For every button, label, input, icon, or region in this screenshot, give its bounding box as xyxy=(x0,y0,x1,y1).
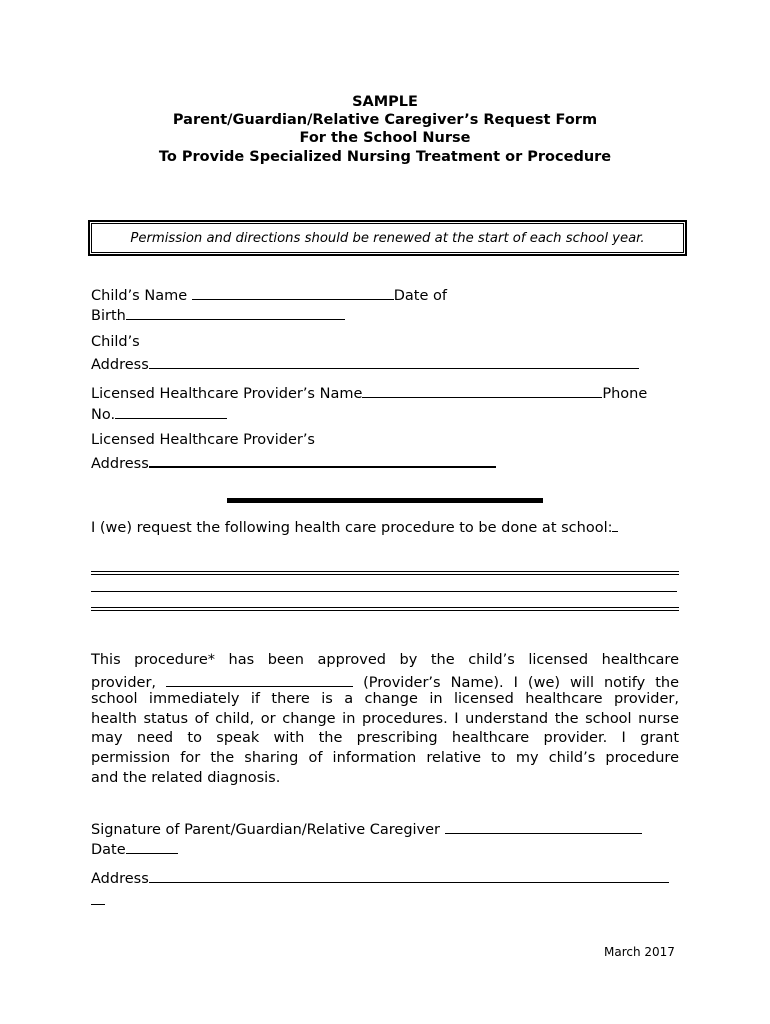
approval-provider-label: provider, xyxy=(91,674,157,691)
signature-date-label: Date xyxy=(91,842,126,858)
child-address-label-row xyxy=(91,333,140,353)
parent-address-label: Address xyxy=(91,871,149,887)
child-address-label: Child’s xyxy=(91,334,140,350)
title-sample: SAMPLE xyxy=(352,94,418,110)
approval-line: permission for the sharing of information relative to my child’s procedure xyxy=(91,749,679,766)
title-for-school-nurse: For the School Nurse xyxy=(299,130,471,147)
renewal-notice-box xyxy=(88,220,687,256)
dob-row xyxy=(91,304,345,327)
section-divider xyxy=(227,498,543,503)
approval-line: school immediately if there is a change in licensed healthcare provider, xyxy=(91,691,679,708)
approval-line: This procedure* has been approved by the child’s licensed healthcare xyxy=(91,652,679,668)
approval-line-provider xyxy=(91,671,679,691)
child-address-row xyxy=(91,353,639,376)
provider-address-label: Licensed Healthcare Provider’s xyxy=(91,432,315,448)
form-title xyxy=(0,93,770,166)
approval-line: may need to speak with the prescribing healthcare provider. I grant xyxy=(91,730,679,747)
approval-paragraph xyxy=(91,651,679,788)
signature-date-blank[interactable] xyxy=(126,838,178,854)
renewal-notice-text: Permission and directions should be renewed at the start of each school year. xyxy=(130,230,645,246)
dob-label: Date of xyxy=(393,288,447,304)
title-purpose: To Provide Specialized Nursing Treatment or Procedure xyxy=(158,148,612,165)
phone-label: Phone xyxy=(602,386,648,402)
provider-address-row xyxy=(91,451,496,475)
approval-line: health status of child, or change in procedures. I understand the school nurse xyxy=(91,710,679,727)
parent-address-blank-cont[interactable] xyxy=(91,904,105,905)
provider-name-row xyxy=(91,382,647,405)
child-address-label-cont: Address xyxy=(91,357,149,373)
title-form-name: Parent/Guardian/Relative Caregiver’s Request Form xyxy=(172,112,598,129)
procedure-line xyxy=(91,610,679,611)
provider-name-label: Licensed Healthcare Provider’s Name xyxy=(91,386,363,402)
procedure-line xyxy=(91,591,677,592)
provider-address-label-cont: Address xyxy=(91,456,149,472)
procedure-line xyxy=(91,574,679,575)
provider-address-blank[interactable] xyxy=(149,451,496,468)
phone-blank[interactable] xyxy=(115,403,227,419)
approval-provider-note: (Provider’s Name). I (we) will notify the xyxy=(363,674,680,691)
signature-date-row xyxy=(91,838,178,861)
dob-blank[interactable] xyxy=(126,304,345,320)
phone-row xyxy=(91,403,227,426)
request-text: I (we) request the following health care procedure to be done at school: xyxy=(91,520,613,536)
phone-label-cont: No. xyxy=(91,407,116,423)
approval-line: and the related diagnosis. xyxy=(91,769,281,786)
parent-address-row xyxy=(91,867,669,890)
procedure-line xyxy=(91,571,679,572)
dob-label-cont: Birth xyxy=(91,308,126,324)
request-row xyxy=(91,516,618,539)
revision-date: March 2017 xyxy=(604,945,675,959)
approval-provider-blank[interactable] xyxy=(166,671,353,687)
provider-name-blank[interactable] xyxy=(362,382,602,398)
signature-blank[interactable] xyxy=(445,818,642,834)
signature-label: Signature of Parent/Guardian/Relative Caregiver xyxy=(91,822,441,838)
request-blank[interactable] xyxy=(612,516,618,532)
child-address-blank[interactable] xyxy=(149,353,639,369)
provider-address-label-row xyxy=(91,431,315,451)
child-name-blank[interactable] xyxy=(192,284,394,300)
child-name-label: Child’s Name xyxy=(91,288,188,304)
procedure-line xyxy=(91,607,679,608)
parent-address-blank[interactable] xyxy=(149,867,669,883)
